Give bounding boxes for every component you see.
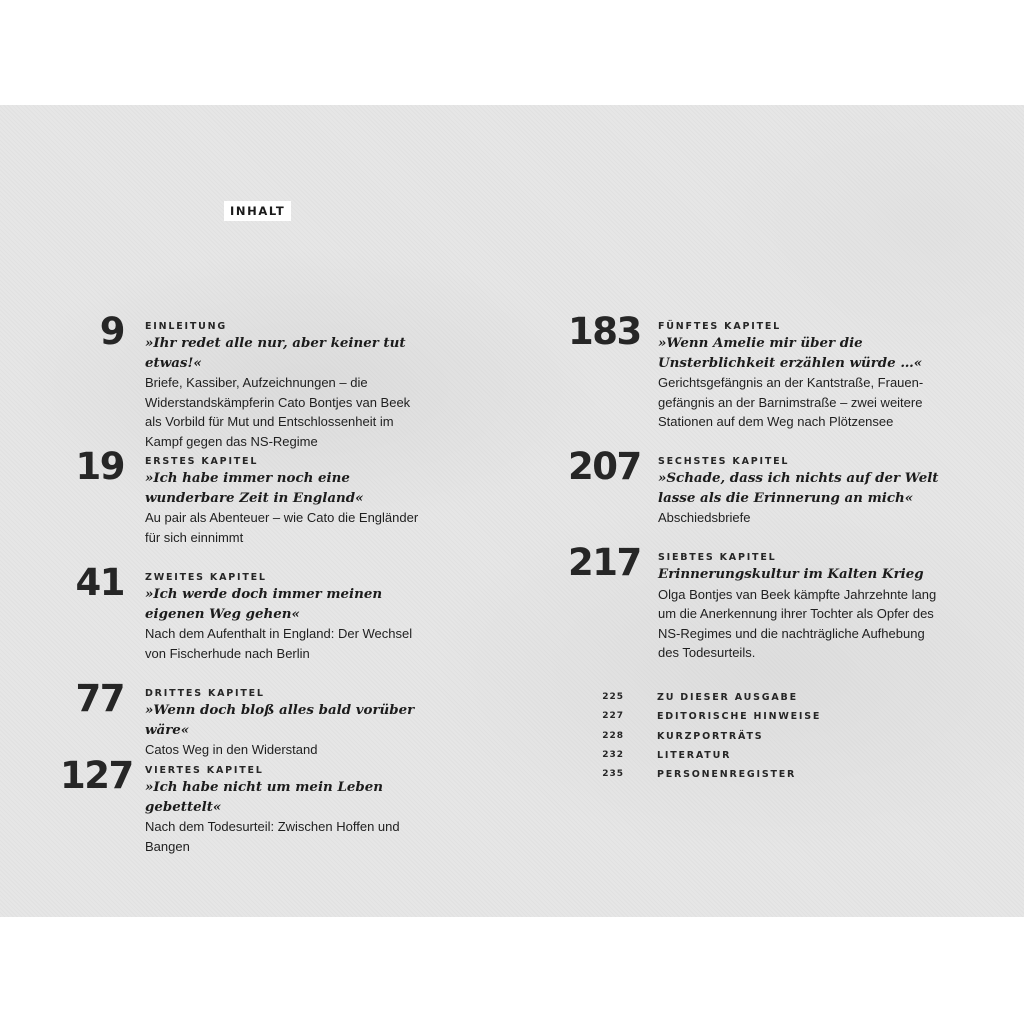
chapter-label: DRITTES KAPITEL [145, 688, 265, 699]
chapter-description-line: Widerstandskämpferin Cato Bontjes van Beek [145, 394, 411, 410]
chapter-description-line: Stationen auf dem Weg nach Plötzensee [658, 414, 894, 429]
toc-entry-viertes-kapitel [60, 754, 445, 856]
toc-entry-erstes-kapitel [75, 445, 445, 547]
appendix-page-number: 235 [602, 769, 624, 780]
chapter-label: SECHSTES KAPITEL [658, 456, 790, 467]
toc-entry-zweites-kapitel [75, 561, 445, 663]
chapter-title-line: »Ihr redet alle nur, aber keiner tut etwas!« [145, 335, 406, 371]
chapter-description-line: Olga Bontjes van Beek kämpfte Jahrzehnte lang [658, 586, 937, 602]
page-number: 9 [99, 310, 124, 353]
chapter-description-line: Catos Weg in den Widerstand [145, 742, 318, 757]
chapter-title-line: Unsterblichkeit erzählen würde …« [658, 354, 923, 371]
chapter-description-line: für sich einnimmt [145, 529, 244, 545]
toc-entry-drittes-kapitel [75, 677, 445, 760]
chapter-description-line: Au pair als Abenteuer – wie Cato die Engländer [145, 510, 419, 525]
chapter-description-line: Abschiedsbriefe [658, 510, 751, 525]
chapter-title-line: Erinnerungskultur im Kalten Krieg [658, 566, 924, 582]
chapter-description-line: um die Anerkennung ihrer Tochter als Opfer des [658, 606, 934, 621]
page-number: 127 [60, 754, 133, 797]
appendix-label: ZU DIESER AUSGABE [657, 692, 798, 703]
chapter-description-line: Briefe, Kassiber, Aufzeichnungen – die [145, 375, 368, 390]
page-number: 19 [75, 445, 124, 488]
chapter-label: ERSTES KAPITEL [145, 456, 259, 467]
appendix-page-number: 227 [602, 711, 624, 722]
toc-entry-sechstes-kapitel [568, 445, 978, 528]
appendix-label: EDITORISCHE HINWEISE [657, 711, 822, 723]
chapter-label: FÜNFTES KAPITEL [658, 321, 781, 332]
toc-entry-fuenftes-kapitel [568, 310, 978, 432]
chapter-description-line: Bangen [145, 838, 190, 854]
chapter-title-line: »Ich habe nicht um mein Leben gebettelt« [145, 779, 383, 815]
page-number: 41 [75, 561, 124, 604]
appendix-page-number: 225 [602, 692, 624, 702]
chapter-description-line: des Todesurteils. [658, 645, 756, 660]
chapter-title-line: »Schade, dass ich nichts auf der Welt [658, 470, 939, 486]
toc-heading: INHALT [224, 201, 291, 221]
chapter-label: ZWEITES KAPITEL [145, 572, 267, 583]
chapter-description-line: gefängnis an der Barnimstraße – zwei weitere [658, 394, 923, 410]
page-number: 207 [568, 445, 641, 488]
chapter-description-line: von Fischerhude nach Berlin [145, 645, 310, 661]
appendix-label: LITERATUR [657, 749, 732, 761]
chapter-description-line: Gerichtsgefängnis an der Kantstraße, Frauen- [658, 375, 924, 390]
chapter-label: SIEBTES KAPITEL [658, 552, 777, 563]
appendix-label: PERSONENREGISTER [657, 769, 797, 781]
book-spread [0, 105, 1024, 917]
chapter-description-line: Nach dem Aufenthalt in England: Der Wechsel [145, 626, 413, 641]
chapter-title-line: lasse als die Erinnerung an mich« [658, 489, 914, 506]
appendix-page-number: 228 [602, 730, 624, 741]
appendix-label: KURZPORTRÄTS [657, 730, 764, 742]
chapter-title-line: eigenen Weg gehen« [145, 605, 300, 622]
chapter-description-line: Kampf gegen das NS-Regime [145, 433, 318, 449]
chapter-description-line: Nach dem Todesurteil: Zwischen Hoffen und [145, 819, 400, 834]
chapter-title-line: »Ich habe immer noch eine [145, 470, 350, 486]
toc-entry-einleitung [99, 310, 445, 451]
appendix-page-number: 232 [602, 749, 624, 760]
page-number: 77 [75, 677, 124, 720]
chapter-title-line: »Wenn Amelie mir über die [658, 335, 863, 351]
chapter-title-line: wunderbare Zeit in England« [145, 489, 364, 506]
chapter-title-line: »Ich werde doch immer meinen [145, 586, 383, 602]
chapter-description-line: NS-Regimes und die nachträgliche Aufhebung [658, 625, 925, 641]
chapter-description-line: als Vorbild für Mut und Entschlossenheit im [145, 414, 394, 429]
chapter-label: EINLEITUNG [145, 321, 227, 332]
chapter-label: VIERTES KAPITEL [145, 765, 264, 776]
page-number: 217 [568, 541, 641, 584]
chapter-title-line: »Wenn doch bloß alles bald vorüber wäre« [145, 702, 415, 738]
toc-entry-siebtes-kapitel [568, 541, 978, 663]
page-number: 183 [568, 310, 641, 353]
